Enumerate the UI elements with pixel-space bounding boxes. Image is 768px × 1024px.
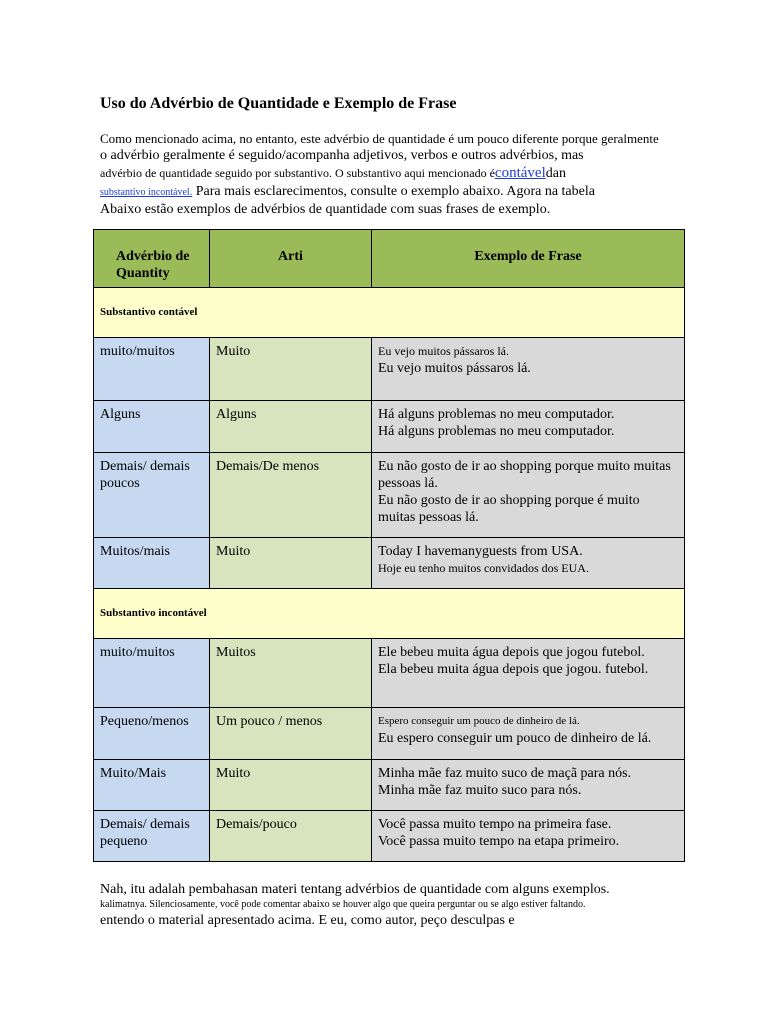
intro-line-3 [100, 164, 720, 182]
table-row [94, 639, 685, 708]
example-line: Eu não gosto de ir ao shopping porque muito muitas pessoas lá. [378, 459, 671, 491]
intro-paragraph [100, 130, 720, 218]
header-adverbio: Advérbio de Quantity [94, 230, 210, 288]
example-line: Você passa muito tempo na etapa primeiro. [378, 834, 620, 849]
arti-cell: Muito [210, 538, 372, 589]
example-cell [372, 811, 685, 862]
table-row [94, 338, 685, 401]
header-exemplo: Exemplo de Frase [372, 230, 685, 288]
outro-line-2: kalimatnya. Silenciosamente, você pode comentar abaixo se houver algo que queira perguntar ou se algo estiver faltando. [100, 899, 586, 910]
adverb-cell: Alguns [94, 401, 210, 453]
section-row-incontavel [94, 589, 685, 639]
link-substantivo-incontavel[interactable]: substantivo incontável. [100, 187, 193, 198]
example-cell [372, 639, 685, 708]
table-row [94, 453, 685, 538]
table-row [94, 708, 685, 760]
intro-line-2: o advérbio geralmente é seguido/acompanha adjetivos, verbos e outros advérbios, mas [100, 148, 584, 163]
table-header-row [94, 230, 685, 288]
section-label: Substantivo contável [94, 288, 685, 338]
outro-line-1: Nah, itu adalah pembahasan materi tentang advérbios de quantidade com alguns exemplos. [100, 882, 610, 897]
adverb-table [93, 229, 685, 862]
example-line: Ele bebeu muita água depois que jogou futebol. [378, 645, 645, 660]
adverb-cell: Muitos/mais [94, 538, 210, 589]
adverb-cell: Pequeno/menos [94, 708, 210, 760]
example-cell [372, 401, 685, 453]
outro-line-3: entendo o material apresentado acima. E eu, como autor, peço desculpas e [100, 913, 515, 928]
arti-cell: Demais/De menos [210, 453, 372, 538]
table-row [94, 538, 685, 589]
arti-cell: Muitos [210, 639, 372, 708]
section-label: Substantivo incontável [94, 589, 685, 639]
section-row-contavel [94, 288, 685, 338]
example-cell [372, 338, 685, 401]
arti-cell: Alguns [210, 401, 372, 453]
example-line: Espero conseguir um pouco de dinheiro de lá. [378, 715, 580, 727]
arti-cell: Muito [210, 338, 372, 401]
intro-line-3-text: advérbio de quantidade seguido por substantivo. O substantivo aqui mencionado é [100, 166, 495, 180]
arti-cell: Demais/pouco [210, 811, 372, 862]
example-line: Eu não gosto de ir ao shopping porque é muito muitas pessoas lá. [378, 493, 640, 525]
link-contavel[interactable]: contável [494, 165, 546, 181]
example-cell [372, 708, 685, 760]
example-line: Você passa muito tempo na primeira fase. [378, 817, 612, 832]
example-line: Minha mãe faz muito suco de maçã para nós. [378, 766, 632, 781]
example-line: Today I havemanyguests from USA. [378, 544, 583, 559]
example-line: Ela bebeu muita água depois que jogou. futebol. [378, 662, 649, 677]
table-row [94, 760, 685, 811]
example-line: Minha mãe faz muito suco para nós. [378, 783, 582, 798]
table-row [94, 811, 685, 862]
example-line: Hoje eu tenho muitos convidados dos EUA. [378, 561, 589, 575]
page-title: Uso do Advérbio de Quantidade e Exemplo de Frase [100, 95, 457, 112]
example-cell [372, 760, 685, 811]
adverb-cell: Muito/Mais [94, 760, 210, 811]
header-arti: Arti [210, 230, 372, 288]
intro-line-1: Como mencionado acima, no entanto, este advérbio de quantidade é um pouco diferente porque geralmente [100, 131, 659, 146]
adverb-cell: muito/muitos [94, 338, 210, 401]
example-line: Há alguns problemas no meu computador. [378, 424, 615, 439]
example-line: Eu espero conseguir um pouco de dinheiro de lá. [378, 731, 652, 746]
table-row [94, 401, 685, 453]
adverb-cell: muito/muitos [94, 639, 210, 708]
intro-line-5: Abaixo estão exemplos de advérbios de quantidade com suas frases de exemplo. [100, 202, 551, 217]
arti-cell: Um pouco / menos [210, 708, 372, 760]
adverb-cell: Demais/ demais pequeno [94, 811, 210, 862]
intro-line-4-text: Para mais esclarecimentos, consulte o exemplo abaixo. Agora na tabela [192, 184, 595, 199]
example-cell [372, 453, 685, 538]
example-cell [372, 538, 685, 589]
adverb-cell: Demais/ demais poucos [94, 453, 210, 538]
arti-cell: Muito [210, 760, 372, 811]
example-line: Eu vejo muitos pássaros lá. [378, 344, 509, 358]
example-line: Há alguns problemas no meu computador. [378, 407, 615, 422]
intro-line-3-suffix: dan [545, 166, 566, 181]
example-line: Eu vejo muitos pássaros lá. [378, 361, 531, 376]
outro-paragraph [100, 881, 720, 929]
intro-line-4 [100, 182, 720, 201]
